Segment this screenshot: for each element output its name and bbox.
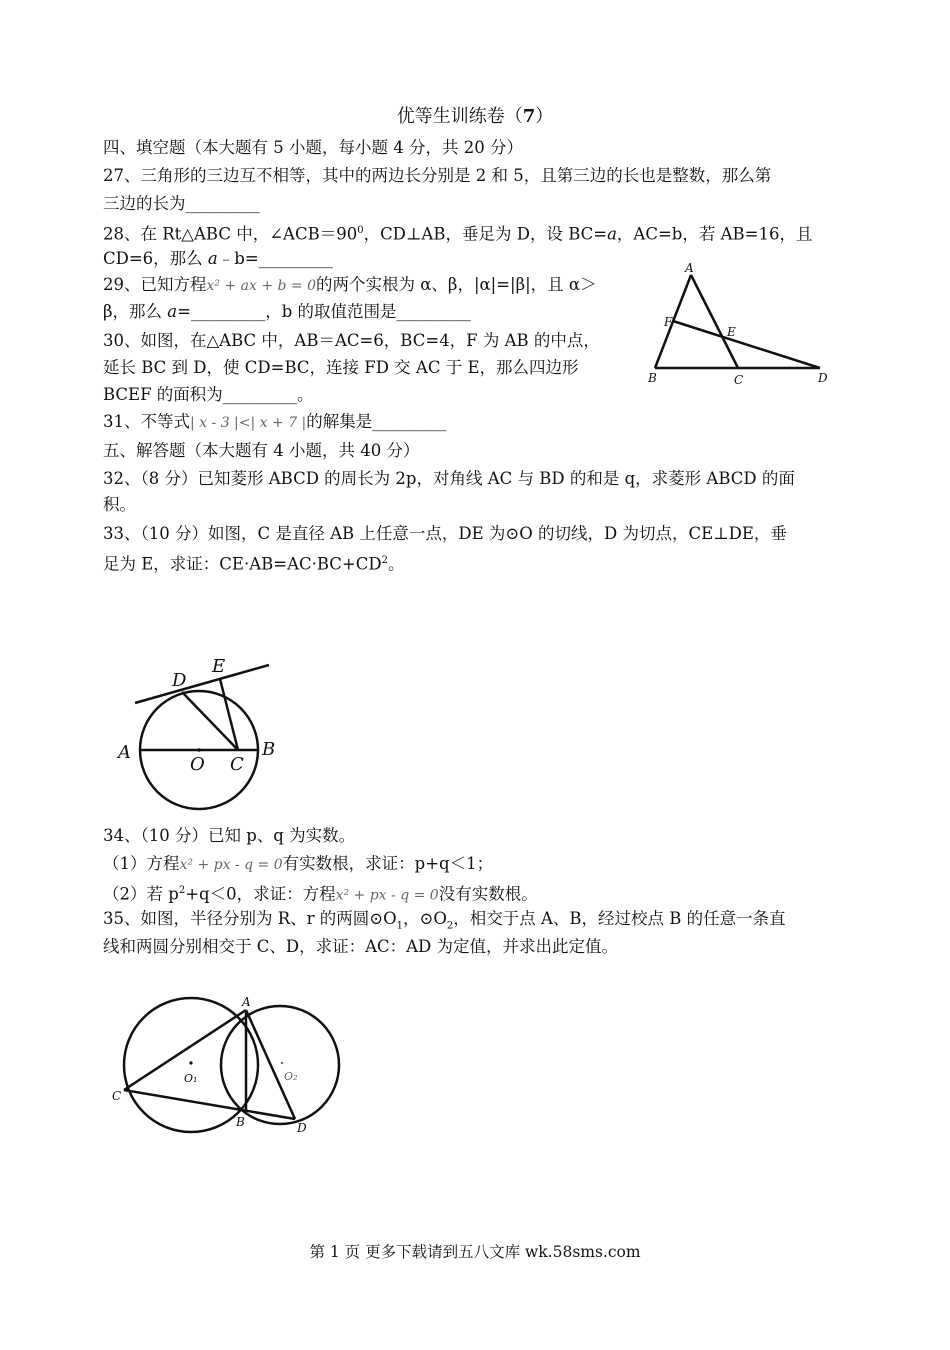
label-b: B	[236, 1115, 245, 1129]
question-30-line-3: BCEF 的面积为_________。	[103, 385, 314, 404]
label-o: O	[190, 754, 205, 775]
label-o2: O₂	[284, 1070, 298, 1083]
label-d: D	[818, 371, 828, 385]
segment-ad	[246, 1010, 298, 1119]
label-f: F	[664, 315, 673, 329]
equation: x² + px - q = 0	[179, 857, 283, 873]
label-a: A	[685, 261, 694, 275]
circle-tangent-figure	[112, 650, 287, 815]
question-30-line-2: 延长 BC 到 D，使 CD=BC，连接 FD 交 AC 于 E，那么四边形	[103, 358, 579, 377]
question-35-line-2: 线和两圆分别相交于 C、D，求证：AC：AD 为定值，并求出此定值。	[103, 937, 619, 956]
tangent-de	[135, 665, 269, 703]
section-solution-heading: 五、解答题（本大题有 4 小题，共 40 分）	[103, 441, 420, 460]
circle-o2	[221, 1006, 339, 1124]
question-31: 31、不等式| x - 3 |<| x + 7 |的解集是_________	[103, 412, 447, 431]
question-30-line-1: 30、如图，在△ABC 中，AB＝AC=6，BC=4，F 为 AB 的中点，	[103, 331, 600, 350]
two-circles-figure	[108, 990, 358, 1140]
question-34: 34、（10 分）已知 p、q 为实数。	[103, 826, 356, 845]
label-d: D	[172, 670, 187, 691]
label-e: E	[727, 325, 736, 339]
label-e: E	[212, 656, 226, 677]
question-33-line-2: 足为 E，求证：$CE\cdot AB=AC\cdot BC+CD^2$。	[103, 554, 405, 574]
equation: x² + px - q = 0	[335, 887, 439, 904]
question-34-part-2: （2）若 $p^2+q<0$，求证：方程x² + px - q = 0没有实数根。	[103, 884, 538, 904]
line-cbd	[124, 1090, 295, 1119]
question-28-line-1: 28、在 Rt△ABC 中，$\angle ACB=90^0$，CD⊥AB，垂足为 D，设 BC=a，AC=b，若 AB=16，且	[103, 224, 813, 244]
label-b: B	[648, 371, 657, 385]
inequality: | x - 3 |<| x + 7 |	[190, 415, 307, 431]
label-o1: O₁	[184, 1072, 198, 1085]
label-c: C	[112, 1089, 122, 1103]
page-title: 优等生训练卷（7）	[396, 106, 554, 127]
label-b: B	[262, 739, 276, 760]
question-35-line-1: 35、如图，半径分别为 R、r 的两圆$⊙O_1$，$⊙O_2$，相交于点 A、B，经过校点 B 的任意一条直	[103, 909, 786, 932]
equation: x² + ax + b = 0	[206, 278, 317, 294]
question-29-line-2: β，那么 a=_________，b 的取值范围是_________	[103, 302, 471, 321]
segment-fd	[673, 321, 820, 368]
question-32-line-1: 32、（8 分）已知菱形 ABCD 的周长为 2p，对角线 AC 与 BD 的和是 q，求菱形 ABCD 的面	[103, 469, 795, 488]
question-33-line-1: 33、（10 分）如图，C 是直径 AB 上任意一点，DE 为⊙O 的切线，D 为切点，CE⊥DE，垂	[103, 524, 787, 543]
label-a: A	[118, 742, 131, 763]
page-footer: 第 1 页 更多下载请到五八文库 wk.58sms.com	[309, 1243, 641, 1261]
center-o2	[281, 1062, 283, 1064]
question-27-line-1: 27、三角形的三边互不相等，其中的两边长分别是 2 和 5，且第三边的长也是整数，那么第	[103, 166, 772, 185]
question-34-part-1: （1）方程x² + px - q = 0有实数根，求证：p+q＜1；	[103, 854, 494, 873]
question-28-line-2: CD=6，那么 a﹣b=_________	[103, 249, 333, 268]
label-a: A	[242, 995, 251, 1009]
label-c: C	[734, 373, 744, 387]
circle-o1	[124, 998, 258, 1132]
center-point	[197, 748, 201, 752]
segment-ac	[691, 275, 738, 368]
question-29-line-1: 29、已知方程x² + ax + b = 0的两个实根为 α、β，|α|=|β|，且 α＞	[103, 275, 597, 294]
label-c: C	[230, 754, 244, 775]
center-o1	[189, 1061, 192, 1064]
triangle-figure	[640, 258, 840, 388]
question-27-line-2: 三边的长为_________	[103, 194, 260, 213]
section-fill-in-heading: 四、填空题（本大题有 5 小题，每小题 4 分，共 20 分）	[103, 138, 523, 157]
question-32-line-2: 积。	[103, 495, 136, 514]
label-d: D	[297, 1121, 307, 1135]
